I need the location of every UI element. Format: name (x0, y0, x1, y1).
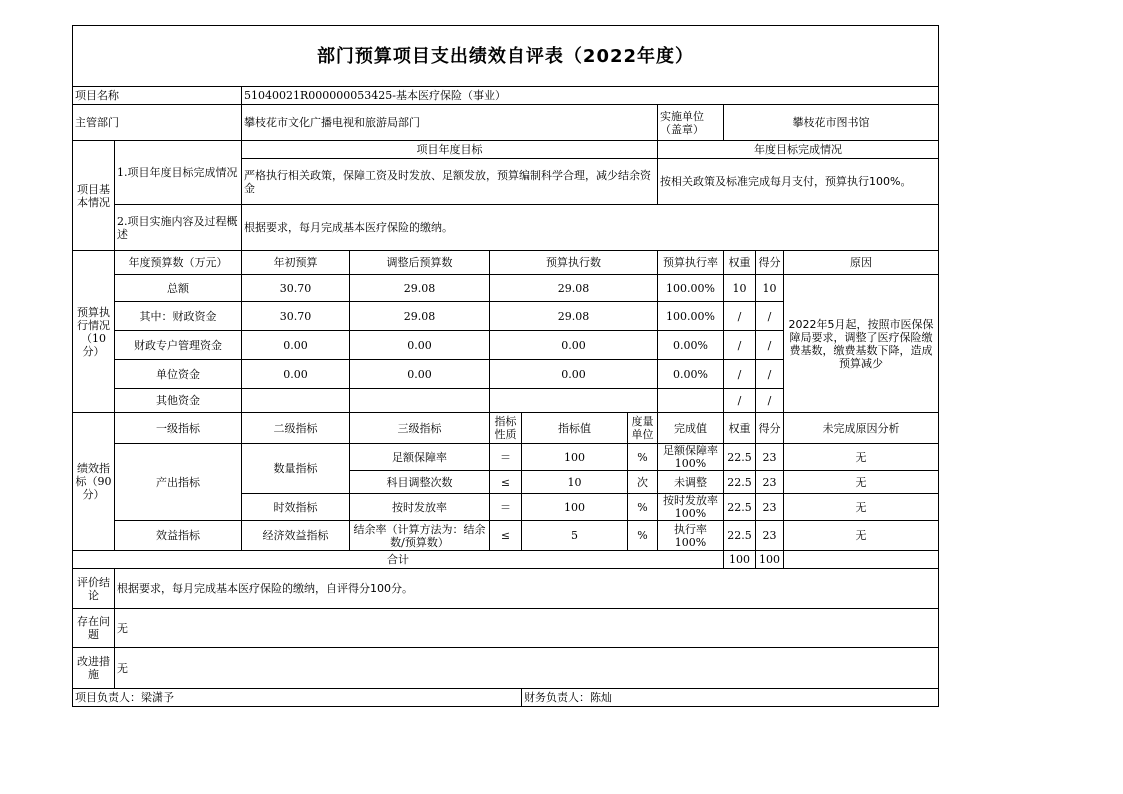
basic-row2-label: 2.项目实施内容及过程概述 (115, 205, 242, 251)
budget-header-executed: 预算执行数 (490, 251, 658, 275)
performance-self-evaluation-table (72, 25, 939, 707)
budget-row-rate (658, 389, 724, 413)
basic-section-label: 项目基本情况 (73, 141, 115, 251)
perf-row-nature: ＝ (490, 444, 522, 471)
budget-row-weight: / (724, 331, 756, 360)
perf-level1-benefit: 效益指标 (115, 521, 242, 551)
impl-unit-label: 实施单位（盖章） (658, 105, 724, 141)
perf-level2-econ: 经济效益指标 (242, 521, 350, 551)
perf-row-weight: 22.5 (724, 444, 756, 471)
budget-row-name: 财政专户管理资金 (115, 331, 242, 360)
budget-row-score: / (756, 389, 784, 413)
eval-text: 根据要求，每月完成基本医疗保险的缴纳，自评得分100分。 (115, 569, 939, 609)
budget-header-score: 得分 (756, 251, 784, 275)
perf-row-nature: ≤ (490, 521, 522, 551)
total-weight: 100 (724, 551, 756, 569)
perf-header-weight: 权重 (724, 413, 756, 444)
perf-header-value: 指标值 (522, 413, 628, 444)
perf-level1-output: 产出指标 (115, 444, 242, 521)
budget-row-score: 10 (756, 275, 784, 302)
total-empty (784, 551, 939, 569)
budget-header-adjusted: 调整后预算数 (350, 251, 490, 275)
perf-row-unit: % (628, 494, 658, 521)
perf-header-level2: 二级指标 (242, 413, 350, 444)
perf-row-reason: 无 (784, 521, 939, 551)
budget-row-initial: 30.70 (242, 275, 350, 302)
perf-header-level3: 三级指标 (350, 413, 490, 444)
perf-header-reason: 未完成原因分析 (784, 413, 939, 444)
budget-header-rate: 预算执行率 (658, 251, 724, 275)
measure-label: 改进措施 (73, 648, 115, 689)
page-title: 部门预算项目支出绩效自评表（2022年度） (73, 26, 939, 87)
budget-row-adjusted: 0.00 (350, 331, 490, 360)
project-name-value: 51040021R000000053425-基本医疗保险（事业） (242, 87, 939, 105)
budget-row-name: 其中：财政资金 (115, 302, 242, 331)
perf-row-level3: 结余率（计算方法为：结余数/预算数） (350, 521, 490, 551)
perf-row-value: 5 (522, 521, 628, 551)
perf-row-value: 100 (522, 494, 628, 521)
budget-row-initial (242, 389, 350, 413)
perf-row-reason: 无 (784, 471, 939, 494)
budget-row-adjusted (350, 389, 490, 413)
eval-label: 评价结论 (73, 569, 115, 609)
perf-row-unit: % (628, 444, 658, 471)
finance-lead: 财务负责人：陈灿 (522, 689, 939, 707)
measure-text: 无 (115, 648, 939, 689)
perf-level2-time: 时效指标 (242, 494, 350, 521)
budget-row-adjusted: 29.08 (350, 275, 490, 302)
perf-row-weight: 22.5 (724, 494, 756, 521)
perf-row-unit: 次 (628, 471, 658, 494)
basic-row2-content: 根据要求，每月完成基本医疗保险的缴纳。 (242, 205, 939, 251)
perf-header-done: 完成值 (658, 413, 724, 444)
perf-row-value: 10 (522, 471, 628, 494)
budget-row-executed (490, 389, 658, 413)
perf-row-done: 足额保障率100% (658, 444, 724, 471)
perf-row-level3: 足额保障率 (350, 444, 490, 471)
budget-row-score: / (756, 302, 784, 331)
perf-row-done: 未调整 (658, 471, 724, 494)
budget-row-weight: / (724, 360, 756, 389)
budget-header-reason: 原因 (784, 251, 939, 275)
completion-header: 年度目标完成情况 (658, 141, 939, 159)
perf-row-reason: 无 (784, 444, 939, 471)
perf-level2-quantity: 数量指标 (242, 444, 350, 494)
budget-row-rate: 100.00% (658, 275, 724, 302)
perf-row-value: 100 (522, 444, 628, 471)
budget-row-name: 总额 (115, 275, 242, 302)
budget-header-year: 年度预算数（万元） (115, 251, 242, 275)
budget-row-adjusted: 0.00 (350, 360, 490, 389)
budget-section-label: 预算执行情况（10分） (73, 251, 115, 413)
budget-row-executed: 0.00 (490, 331, 658, 360)
perf-row-score: 23 (756, 494, 784, 521)
issue-text: 无 (115, 609, 939, 648)
total-label: 合计 (73, 551, 724, 569)
perf-section-label: 绩效指标（90分） (73, 413, 115, 551)
budget-row-weight: 10 (724, 275, 756, 302)
perf-row-unit: % (628, 521, 658, 551)
perf-header-unit: 度量单位 (628, 413, 658, 444)
total-score: 100 (756, 551, 784, 569)
project-name-label: 项目名称 (73, 87, 242, 105)
basic-row1-completion: 按相关政策及标准完成每月支付，预算执行100%。 (658, 159, 939, 205)
perf-row-reason: 无 (784, 494, 939, 521)
budget-row-executed: 29.08 (490, 275, 658, 302)
issue-label: 存在问题 (73, 609, 115, 648)
budget-header-weight: 权重 (724, 251, 756, 275)
budget-row-rate: 100.00% (658, 302, 724, 331)
perf-row-score: 23 (756, 521, 784, 551)
impl-unit-value: 攀枝花市图书馆 (724, 105, 939, 141)
budget-row-weight: / (724, 389, 756, 413)
budget-row-score: / (756, 331, 784, 360)
dept-label: 主管部门 (73, 105, 242, 141)
basic-row1-label: 1.项目年度目标完成情况 (115, 141, 242, 205)
budget-row-rate: 0.00% (658, 331, 724, 360)
budget-row-name: 其他资金 (115, 389, 242, 413)
perf-row-nature: ＝ (490, 494, 522, 521)
perf-row-level3: 科目调整次数 (350, 471, 490, 494)
budget-row-initial: 30.70 (242, 302, 350, 331)
goal-header: 项目年度目标 (242, 141, 658, 159)
perf-row-score: 23 (756, 471, 784, 494)
perf-row-done: 执行率100% (658, 521, 724, 551)
budget-row-score: / (756, 360, 784, 389)
dept-value: 攀枝花市文化广播电视和旅游局部门 (242, 105, 658, 141)
project-lead: 项目负责人：梁潇予 (73, 689, 522, 707)
budget-row-initial: 0.00 (242, 360, 350, 389)
budget-row-executed: 29.08 (490, 302, 658, 331)
budget-row-weight: / (724, 302, 756, 331)
perf-header-level1: 一级指标 (115, 413, 242, 444)
budget-row-executed: 0.00 (490, 360, 658, 389)
budget-row-adjusted: 29.08 (350, 302, 490, 331)
perf-row-nature: ≤ (490, 471, 522, 494)
budget-row-initial: 0.00 (242, 331, 350, 360)
perf-row-level3: 按时发放率 (350, 494, 490, 521)
budget-header-initial: 年初预算 (242, 251, 350, 275)
perf-row-weight: 22.5 (724, 471, 756, 494)
perf-header-nature: 指标性质 (490, 413, 522, 444)
perf-row-weight: 22.5 (724, 521, 756, 551)
budget-row-rate: 0.00% (658, 360, 724, 389)
perf-row-done: 按时发放率100% (658, 494, 724, 521)
basic-row1-goal: 严格执行相关政策，保障工资及时发放、足额发放，预算编制科学合理，减少结余资金 (242, 159, 658, 205)
budget-row-name: 单位资金 (115, 360, 242, 389)
perf-header-score: 得分 (756, 413, 784, 444)
budget-reason: 2022年5月起，按照市医保保障局要求，调整了医疗保险缴费基数，缴费基数下降，造成预算减少 (784, 275, 939, 413)
perf-row-score: 23 (756, 444, 784, 471)
